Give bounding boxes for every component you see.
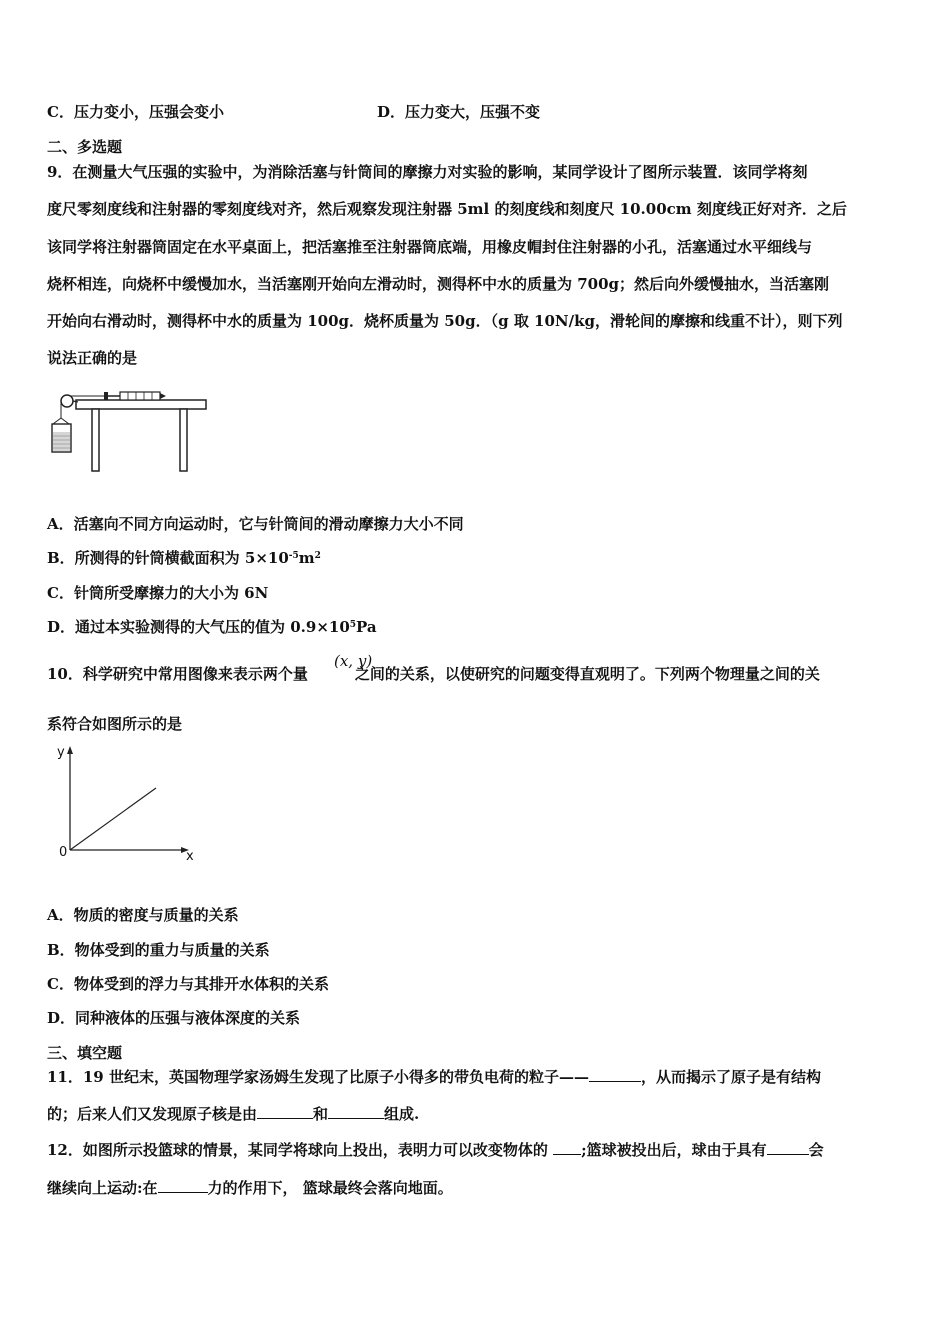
q12-line-1: [47, 1140, 824, 1160]
q11-line-1-post: ，从而揭示了原子是有结构: [640, 1068, 821, 1086]
q9-line: 9．在测量大气压强的实验中，为消除活塞与针筒间的摩擦力对实验的影响，某同学设计了图所示装置．该同学将刻: [47, 163, 808, 181]
q9-option-b: [47, 548, 321, 568]
q10-option-b: B．物体受到的重力与质量的关系: [47, 941, 270, 959]
q12-blank-3[interactable]: [158, 1178, 208, 1193]
q12-blank-2[interactable]: [767, 1140, 809, 1155]
q12-line-1-a: 12．如图所示投篮球的情景，某同学将球向上投出，表明力可以改变物体的: [47, 1141, 554, 1159]
q10-option-d: D．同种液体的压强与液体深度的关系: [47, 1009, 301, 1027]
q9-line: 开始向右滑动时，测得杯中水的质量为 100g．烧杯质量为 50g．（g 取 10N/kg，滑轮间的摩擦和线重不计），则下列: [47, 312, 843, 330]
q11-blank-1[interactable]: [589, 1067, 641, 1082]
q9-option-b-exponent: -5: [288, 551, 299, 561]
q10-option-c: C．物体受到的浮力与其排开水体积的关系: [47, 975, 329, 993]
q9-option-d-text: D．通过本实验测得的大气压的值为 0.9×10: [47, 618, 350, 636]
q12-blank-1[interactable]: [553, 1140, 581, 1155]
q10-linear-graph: [48, 742, 203, 867]
q10-line-2: 系符合如图所示的是: [47, 715, 183, 733]
section-title-multiple-choice: 二、多选题: [47, 138, 123, 156]
q9-line: 该同学将注射器筒固定在水平桌面上，把活塞推至注射器筒底端，用橡皮帽封住注射器的小孔，活塞通过水平细线与: [47, 238, 813, 256]
q12-line-1-c: 会: [808, 1141, 824, 1159]
q11-line-2: [47, 1104, 419, 1124]
q9-option-d-exponent: 5: [349, 620, 357, 630]
q11-line-2-c: 组成.: [384, 1105, 420, 1123]
q8-option-c: C．压力变小，压强会变小: [47, 103, 224, 121]
q9-line: 说法正确的是: [47, 349, 138, 367]
q10-option-a: A．物质的密度与质量的关系: [47, 906, 239, 924]
q9-line: 度尺零刻度线和注射器的零刻度线对齐，然后观察发现注射器 5ml 的刻度线和刻度尺 10.00cm 刻度线正好对齐．之后: [47, 200, 847, 218]
q9-option-c: C．针筒所受摩擦力的大小为 6N: [47, 584, 269, 602]
graph-origin-label: 0: [59, 845, 68, 860]
q11-blank-2[interactable]: [257, 1104, 313, 1119]
q11-line-2-b: 和: [313, 1105, 329, 1123]
q11-line-1-pre: 11．19 世纪末，英国物理学家汤姆生发现了比原子小得多的带负电荷的粒子——: [47, 1068, 589, 1086]
q12-line-2: [47, 1178, 453, 1198]
section-title-fill-in: 三、填空题: [47, 1044, 123, 1062]
q9-option-b-unit: m: [298, 549, 315, 567]
q10-line-1-pre: 10．科学研究中常用图像来表示两个量: [47, 665, 308, 683]
q8-option-d: D．压力变大，压强不变: [377, 103, 541, 121]
q9-option-b-text: B．所测得的针筒横截面积为 5×10: [47, 549, 289, 567]
q10-xy-formula: (x, y): [334, 652, 373, 670]
syringe-apparatus-figure: [48, 384, 213, 476]
q12-line-2-b: 力的作用下， 篮球最终会落向地面。: [207, 1179, 453, 1197]
q9-option-b-unit-exponent: 2: [314, 551, 321, 561]
q11-blank-3[interactable]: [328, 1104, 384, 1119]
q9-option-d: [47, 617, 377, 637]
q12-line-2-a: 继续向上运动:在: [47, 1179, 158, 1197]
q9-option-d-unit: Pa: [356, 618, 377, 636]
q10-line-1: [47, 664, 820, 684]
q11-line-1: [47, 1067, 821, 1087]
graph-y-axis-label: y: [57, 745, 65, 760]
q11-line-2-a: 的；后来人们又发现原子核是由: [47, 1105, 258, 1123]
q9-line: 烧杯相连，向烧杯中缓慢加水，当活塞刚开始向左滑动时，测得杯中水的质量为 700g；然后向外缓慢抽水，当活塞刚: [47, 275, 830, 293]
graph-x-axis-label: x: [186, 849, 194, 864]
q10-line-1-post: 之间的关系，以使研究的问题变得直观明了。下列两个物理量之间的关: [354, 665, 820, 683]
q9-option-a: A．活塞向不同方向运动时，它与针筒间的滑动摩擦力大小不同: [47, 515, 464, 533]
q12-line-1-b: ;篮球被投出后，球由于具有: [581, 1141, 767, 1159]
